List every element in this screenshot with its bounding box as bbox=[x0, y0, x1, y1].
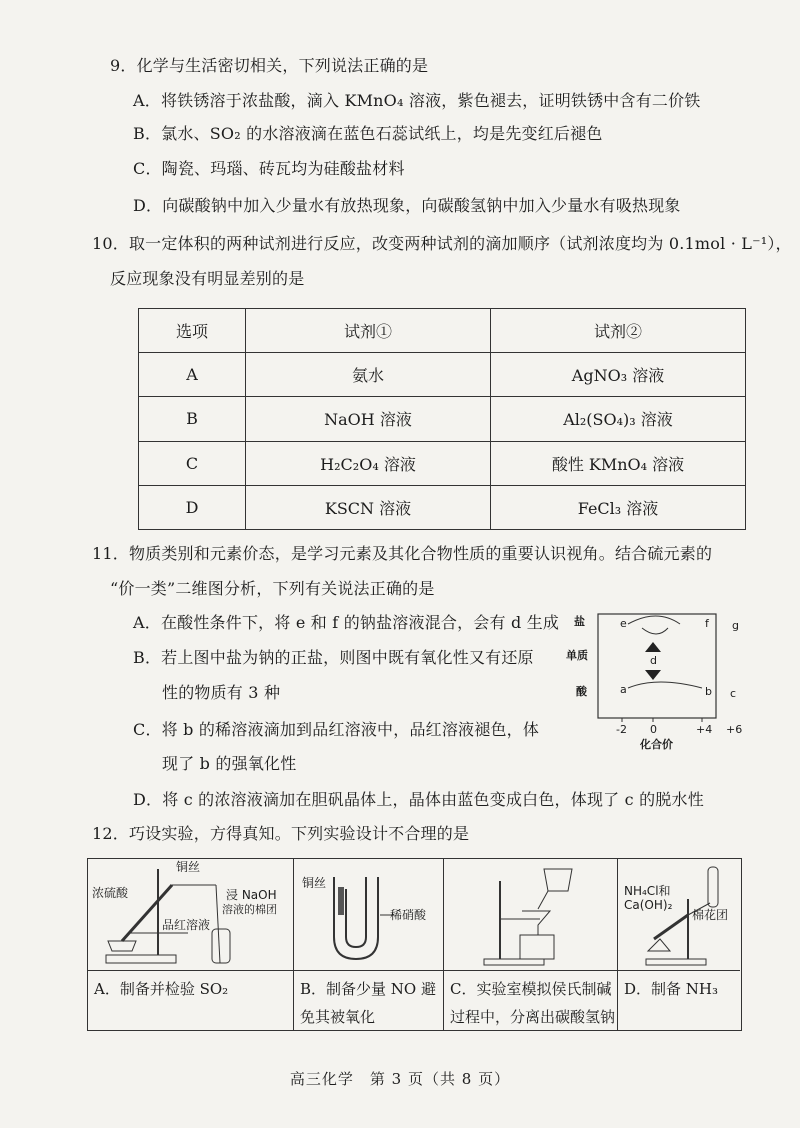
table-cell: D bbox=[139, 485, 246, 529]
table-cell: C bbox=[139, 441, 246, 485]
apparatus-cell-d bbox=[618, 859, 740, 1030]
label-conc-sulfuric-acid: 浓硫酸 bbox=[92, 886, 129, 900]
label-dilute-nitric-acid: 稀硝酸 bbox=[390, 908, 427, 922]
table-cell: FeCl₃ 溶液 bbox=[491, 485, 746, 529]
point-g: g bbox=[732, 619, 739, 632]
q12-stem: 12．巧设实验，方得真知。下列实验设计不合理的是 bbox=[92, 824, 470, 843]
apparatus-cell-b bbox=[294, 859, 444, 1030]
table-header-cell: 试剂① bbox=[246, 309, 491, 353]
table-cell: Al₂(SO₄)₃ 溶液 bbox=[491, 397, 746, 441]
x-tick: +6 bbox=[726, 723, 743, 736]
apparatus-cell-c bbox=[444, 859, 618, 1030]
table-row bbox=[139, 353, 746, 397]
q11-option-b-line1: B．若上图中盐为钠的正盐，则图中既有氧化性又有还原 bbox=[133, 648, 534, 667]
q9-option-c: C．陶瓷、玛瑙、砖瓦均为硅酸盐材料 bbox=[133, 159, 405, 178]
q11-option-c-line1: C．将 b 的稀溶液滴加到品红溶液中，品红溶液褪色，体 bbox=[133, 720, 540, 739]
q11-option-a: A．在酸性条件下，将 e 和 f 的钠盐溶液混合，会有 d 生成 bbox=[133, 613, 560, 632]
label-naoh-soaked: 浸 NaOH bbox=[226, 888, 277, 902]
q10-stem-line2: 反应现象没有明显差别的是 bbox=[110, 269, 305, 288]
table-cell: NaOH 溶液 bbox=[246, 397, 491, 441]
q9-stem: 9．化学与生活密切相关，下列说法正确的是 bbox=[110, 56, 429, 75]
caption-c-line2: 过程中，分离出碳酸氢钠 bbox=[450, 1008, 616, 1026]
x-tick: 0 bbox=[650, 723, 657, 736]
apparatus-b-figure bbox=[294, 859, 443, 971]
label-caoh2: Ca(OH)₂ bbox=[624, 898, 673, 912]
table-header-row bbox=[139, 309, 746, 353]
x-tick: +4 bbox=[696, 723, 713, 736]
caption-b-line2: 免其被氧化 bbox=[300, 1008, 376, 1026]
table-row bbox=[139, 397, 746, 441]
q9-option-b: B．氯水、SO₂ 的水溶液滴在蓝色石蕊试纸上，均是先变红后褪色 bbox=[133, 124, 603, 143]
q9-option-d: D．向碳酸钠中加入少量水有放热现象，向碳酸氢钠中加入少量水有吸热现象 bbox=[133, 196, 681, 215]
table-cell: AgNO₃ 溶液 bbox=[491, 353, 746, 397]
q10-stem-line1: 10．取一定体积的两种试剂进行反应，改变两种试剂的滴加顺序（试剂浓度均为 0.1mol · L⁻¹）， bbox=[92, 234, 792, 253]
table-row bbox=[139, 441, 746, 485]
caption-b bbox=[300, 975, 436, 1031]
apparatus-c-figure bbox=[444, 859, 617, 971]
point-f: f bbox=[705, 617, 709, 630]
apparatus-cell-a bbox=[88, 859, 294, 1030]
q11-stem-line1: 11．物质类别和元素价态，是学习元素及其化合物性质的重要认识视角。结合硫元素的 bbox=[92, 544, 713, 563]
table-cell: KSCN 溶液 bbox=[246, 485, 491, 529]
point-a: a bbox=[620, 683, 627, 696]
caption-c bbox=[450, 975, 615, 1031]
point-b: b bbox=[705, 685, 712, 698]
x-tick: -2 bbox=[616, 723, 627, 736]
label-magenta-solution: 品红溶液 bbox=[162, 918, 211, 932]
point-c: c bbox=[730, 687, 737, 700]
table-cell: H₂C₂O₄ 溶液 bbox=[246, 441, 491, 485]
q11-option-b-line2: 性的物质有 3 种 bbox=[162, 683, 281, 702]
label-copper-wire: 铜丝 bbox=[302, 876, 327, 890]
label-cotton-ball: 溶液的棉团 bbox=[222, 903, 277, 916]
table-cell: B bbox=[139, 397, 246, 441]
table-cell: 氨水 bbox=[246, 353, 491, 397]
label-nh4cl: NH₄Cl和 bbox=[624, 884, 671, 898]
table-cell: 酸性 KMnO₄ 溶液 bbox=[491, 441, 746, 485]
table-row bbox=[139, 485, 746, 529]
q11-stem-line2: “价一类”二维图分析，下列有关说法正确的是 bbox=[110, 579, 435, 598]
q11-option-d: D．将 c 的浓溶液滴加在胆矾晶体上，晶体由蓝色变成白色，体现了 c 的脱水性 bbox=[133, 790, 704, 809]
q9-option-a: A．将铁锈溶于浓盐酸，滴入 KMnO₄ 溶液，紫色褪去，证明铁锈中含有二价铁 bbox=[133, 91, 701, 110]
diagram-lines bbox=[572, 606, 752, 756]
label-cotton-ball: 棉花团 bbox=[692, 908, 729, 922]
caption-b-line1: B．制备少量 NO 避 bbox=[300, 980, 436, 998]
apparatus-d-figure bbox=[618, 859, 740, 971]
valence-class-diagram bbox=[566, 606, 752, 756]
x-axis-title: 化合价 bbox=[640, 738, 673, 751]
point-e: e bbox=[620, 617, 627, 630]
table-header-cell: 试剂② bbox=[491, 309, 746, 353]
page-footer: 高三化学 第 3 页（共 8 页） bbox=[289, 1070, 511, 1088]
caption-a: A．制备并检验 SO₂ bbox=[94, 980, 229, 998]
q11-option-c-line2: 现了 b 的强氧化性 bbox=[162, 754, 297, 773]
apparatus-a-figure bbox=[88, 859, 293, 971]
caption-d: D．制备 NH₃ bbox=[624, 980, 719, 998]
label-copper-wire: 铜丝 bbox=[176, 860, 201, 874]
q10-reagent-table bbox=[138, 308, 746, 530]
q12-apparatus-table bbox=[87, 858, 742, 1031]
point-d: d bbox=[650, 654, 657, 667]
caption-c-line1: C．实验室模拟侯氏制碱 bbox=[450, 980, 612, 998]
table-header-cell: 选项 bbox=[139, 309, 246, 353]
y-label-acid: 酸 bbox=[576, 685, 587, 698]
table-cell: A bbox=[139, 353, 246, 397]
y-label-salt: 盐 bbox=[574, 615, 585, 628]
y-label-element: 单质 bbox=[566, 649, 588, 662]
filtration-apparatus-drawing bbox=[444, 859, 616, 969]
